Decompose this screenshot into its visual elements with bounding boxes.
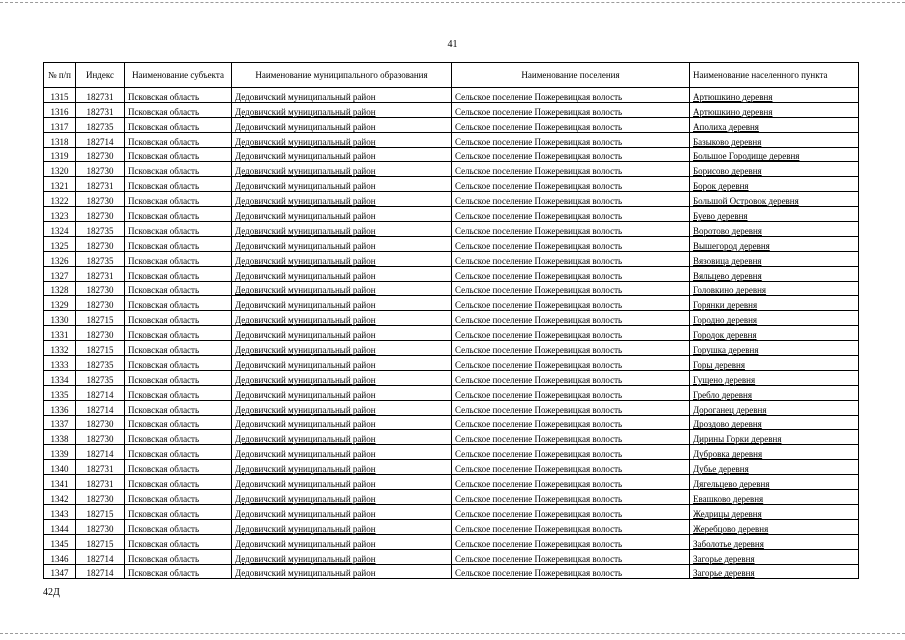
cell-settlement: Сельское поселение Пожеревицкая волость xyxy=(452,192,690,207)
table-row xyxy=(44,356,859,371)
footer-code: 42Д xyxy=(43,587,60,598)
cell-municipality: Дедовичский муниципальный район xyxy=(232,385,452,400)
cell-place: Дубье деревня xyxy=(690,460,859,475)
cell-place: Большое Городище деревня xyxy=(690,147,859,162)
header-index: Индекс xyxy=(76,63,125,88)
cell-municipality: Дедовичский муниципальный район xyxy=(232,504,452,519)
cell-place: Загорье деревня xyxy=(690,549,859,564)
cell-municipality: Дедовичский муниципальный район xyxy=(232,341,452,356)
cell-num: 1335 xyxy=(44,385,76,400)
cell-place: Большой Островок деревня xyxy=(690,192,859,207)
cell-place: Загорье деревня xyxy=(690,564,859,579)
table-row xyxy=(44,177,859,192)
cell-num: 1324 xyxy=(44,222,76,237)
cell-subject: Псковская область xyxy=(125,415,232,430)
cell-place: Базыково деревня xyxy=(690,132,859,147)
table-row xyxy=(44,504,859,519)
cell-place: Заболотье деревня xyxy=(690,534,859,549)
cell-num: 1342 xyxy=(44,490,76,505)
cell-subject: Псковская область xyxy=(125,549,232,564)
cell-index: 182730 xyxy=(76,519,125,534)
cell-settlement: Сельское поселение Пожеревицкая волость xyxy=(452,177,690,192)
cell-municipality: Дедовичский муниципальный район xyxy=(232,370,452,385)
cell-subject: Псковская область xyxy=(125,311,232,326)
table-row xyxy=(44,460,859,475)
table-row xyxy=(44,326,859,341)
cell-municipality: Дедовичский муниципальный район xyxy=(232,132,452,147)
cell-subject: Псковская область xyxy=(125,370,232,385)
table-row xyxy=(44,534,859,549)
cell-subject: Псковская область xyxy=(125,222,232,237)
cell-num: 1326 xyxy=(44,251,76,266)
scan-edge-top xyxy=(0,2,905,3)
cell-municipality: Дедовичский муниципальный район xyxy=(232,222,452,237)
cell-municipality: Дедовичский муниципальный район xyxy=(232,207,452,222)
cell-index: 182714 xyxy=(76,564,125,579)
cell-subject: Псковская область xyxy=(125,88,232,103)
cell-index: 182730 xyxy=(76,415,125,430)
cell-subject: Псковская область xyxy=(125,236,232,251)
cell-num: 1334 xyxy=(44,370,76,385)
cell-index: 182714 xyxy=(76,132,125,147)
cell-municipality: Дедовичский муниципальный район xyxy=(232,147,452,162)
cell-municipality: Дедовичский муниципальный район xyxy=(232,296,452,311)
cell-place: Артюшкино деревня xyxy=(690,88,859,103)
cell-num: 1340 xyxy=(44,460,76,475)
cell-municipality: Дедовичский муниципальный район xyxy=(232,564,452,579)
cell-num: 1323 xyxy=(44,207,76,222)
cell-subject: Псковская область xyxy=(125,504,232,519)
cell-subject: Псковская область xyxy=(125,177,232,192)
cell-subject: Псковская область xyxy=(125,445,232,460)
cell-index: 182715 xyxy=(76,534,125,549)
cell-municipality: Дедовичский муниципальный район xyxy=(232,117,452,132)
cell-subject: Псковская область xyxy=(125,385,232,400)
cell-num: 1341 xyxy=(44,475,76,490)
cell-place: Дубровка деревня xyxy=(690,445,859,460)
table-row xyxy=(44,385,859,400)
cell-num: 1332 xyxy=(44,341,76,356)
header-place: Наименование населенного пункта xyxy=(690,63,859,88)
cell-subject: Псковская область xyxy=(125,251,232,266)
table-row xyxy=(44,147,859,162)
cell-settlement: Сельское поселение Пожеревицкая волость xyxy=(452,147,690,162)
cell-num: 1346 xyxy=(44,549,76,564)
cell-municipality: Дедовичский муниципальный район xyxy=(232,162,452,177)
cell-num: 1316 xyxy=(44,102,76,117)
cell-index: 182731 xyxy=(76,177,125,192)
table-row xyxy=(44,88,859,103)
cell-index: 182730 xyxy=(76,147,125,162)
table-row xyxy=(44,370,859,385)
cell-place: Дороганец деревня xyxy=(690,400,859,415)
table-row xyxy=(44,415,859,430)
cell-subject: Псковская область xyxy=(125,356,232,371)
cell-index: 182735 xyxy=(76,370,125,385)
cell-index: 182730 xyxy=(76,326,125,341)
cell-index: 182730 xyxy=(76,430,125,445)
cell-num: 1325 xyxy=(44,236,76,251)
cell-settlement: Сельское поселение Пожеревицкая волость xyxy=(452,504,690,519)
header-num: № п/п xyxy=(44,63,76,88)
cell-num: 1330 xyxy=(44,311,76,326)
cell-settlement: Сельское поселение Пожеревицкая волость xyxy=(452,385,690,400)
cell-settlement: Сельское поселение Пожеревицкая волость xyxy=(452,266,690,281)
cell-municipality: Дедовичский муниципальный район xyxy=(232,177,452,192)
cell-municipality: Дедовичский муниципальный район xyxy=(232,415,452,430)
table-row xyxy=(44,266,859,281)
cell-municipality: Дедовичский муниципальный район xyxy=(232,356,452,371)
cell-place: Городок деревня xyxy=(690,326,859,341)
cell-subject: Псковская область xyxy=(125,519,232,534)
cell-municipality: Дедовичский муниципальный район xyxy=(232,549,452,564)
cell-subject: Псковская область xyxy=(125,460,232,475)
cell-settlement: Сельское поселение Пожеревицкая волость xyxy=(452,430,690,445)
table-row xyxy=(44,400,859,415)
table-row xyxy=(44,117,859,132)
cell-municipality: Дедовичский муниципальный район xyxy=(232,281,452,296)
cell-place: Дягельцево деревня xyxy=(690,475,859,490)
cell-num: 1333 xyxy=(44,356,76,371)
cell-place: Дирины Горки деревня xyxy=(690,430,859,445)
table-row xyxy=(44,445,859,460)
cell-place: Вязовица деревня xyxy=(690,251,859,266)
cell-settlement: Сельское поселение Пожеревицкая волость xyxy=(452,162,690,177)
cell-index: 182730 xyxy=(76,162,125,177)
cell-index: 182714 xyxy=(76,549,125,564)
cell-place: Аполиха деревня xyxy=(690,117,859,132)
cell-subject: Псковская область xyxy=(125,475,232,490)
cell-place: Головкино деревня xyxy=(690,281,859,296)
cell-subject: Псковская область xyxy=(125,132,232,147)
table-row xyxy=(44,192,859,207)
cell-municipality: Дедовичский муниципальный район xyxy=(232,88,452,103)
cell-index: 182735 xyxy=(76,251,125,266)
cell-settlement: Сельское поселение Пожеревицкая волость xyxy=(452,475,690,490)
cell-settlement: Сельское поселение Пожеревицкая волость xyxy=(452,400,690,415)
cell-num: 1321 xyxy=(44,177,76,192)
cell-num: 1317 xyxy=(44,117,76,132)
cell-index: 182715 xyxy=(76,504,125,519)
cell-place: Вяльцево деревня xyxy=(690,266,859,281)
cell-subject: Псковская область xyxy=(125,296,232,311)
header-municipality: Наименование муниципального образования xyxy=(232,63,452,88)
cell-subject: Псковская область xyxy=(125,534,232,549)
cell-place: Вышегород деревня xyxy=(690,236,859,251)
cell-place: Евашково деревня xyxy=(690,490,859,505)
cell-num: 1331 xyxy=(44,326,76,341)
table-row xyxy=(44,549,859,564)
settlements-table xyxy=(43,62,859,579)
cell-settlement: Сельское поселение Пожеревицкая волость xyxy=(452,564,690,579)
cell-index: 182730 xyxy=(76,207,125,222)
cell-place: Артюшкино деревня xyxy=(690,102,859,117)
cell-municipality: Дедовичский муниципальный район xyxy=(232,534,452,549)
cell-num: 1339 xyxy=(44,445,76,460)
cell-settlement: Сельское поселение Пожеревицкая волость xyxy=(452,88,690,103)
cell-settlement: Сельское поселение Пожеревицкая волость xyxy=(452,415,690,430)
cell-settlement: Сельское поселение Пожеревицкая волость xyxy=(452,549,690,564)
cell-municipality: Дедовичский муниципальный район xyxy=(232,460,452,475)
cell-place: Горянки деревня xyxy=(690,296,859,311)
table-row xyxy=(44,222,859,237)
cell-index: 182730 xyxy=(76,192,125,207)
cell-num: 1319 xyxy=(44,147,76,162)
cell-index: 182714 xyxy=(76,385,125,400)
table-row xyxy=(44,311,859,326)
table-row xyxy=(44,102,859,117)
cell-num: 1344 xyxy=(44,519,76,534)
cell-subject: Псковская область xyxy=(125,326,232,341)
cell-subject: Псковская область xyxy=(125,147,232,162)
cell-subject: Псковская область xyxy=(125,207,232,222)
cell-index: 182731 xyxy=(76,266,125,281)
cell-num: 1338 xyxy=(44,430,76,445)
cell-settlement: Сельское поселение Пожеревицкая волость xyxy=(452,296,690,311)
cell-index: 182731 xyxy=(76,475,125,490)
cell-index: 182730 xyxy=(76,296,125,311)
cell-place: Гребло деревня xyxy=(690,385,859,400)
cell-place: Воротово деревня xyxy=(690,222,859,237)
cell-place: Горушка деревня xyxy=(690,341,859,356)
cell-settlement: Сельское поселение Пожеревицкая волость xyxy=(452,445,690,460)
cell-place: Борисово деревня xyxy=(690,162,859,177)
cell-municipality: Дедовичский муниципальный район xyxy=(232,326,452,341)
table-row xyxy=(44,281,859,296)
cell-settlement: Сельское поселение Пожеревицкая волость xyxy=(452,460,690,475)
cell-municipality: Дедовичский муниципальный район xyxy=(232,192,452,207)
cell-subject: Псковская область xyxy=(125,490,232,505)
cell-index: 182735 xyxy=(76,117,125,132)
cell-num: 1327 xyxy=(44,266,76,281)
cell-subject: Псковская область xyxy=(125,192,232,207)
cell-municipality: Дедовичский муниципальный район xyxy=(232,490,452,505)
table-row xyxy=(44,162,859,177)
cell-municipality: Дедовичский муниципальный район xyxy=(232,236,452,251)
cell-subject: Псковская область xyxy=(125,266,232,281)
page-number: 41 xyxy=(447,39,458,50)
cell-index: 182730 xyxy=(76,281,125,296)
cell-place: Гущено деревня xyxy=(690,370,859,385)
cell-settlement: Сельское поселение Пожеревицкая волость xyxy=(452,341,690,356)
cell-num: 1328 xyxy=(44,281,76,296)
cell-settlement: Сельское поселение Пожеревицкая волость xyxy=(452,356,690,371)
table-row xyxy=(44,519,859,534)
cell-index: 182715 xyxy=(76,341,125,356)
cell-place: Борок деревня xyxy=(690,177,859,192)
cell-settlement: Сельское поселение Пожеревицкая волость xyxy=(452,117,690,132)
cell-place: Городно деревня xyxy=(690,311,859,326)
cell-num: 1320 xyxy=(44,162,76,177)
cell-settlement: Сельское поселение Пожеревицкая волость xyxy=(452,519,690,534)
cell-settlement: Сельское поселение Пожеревицкая волость xyxy=(452,207,690,222)
cell-index: 182730 xyxy=(76,490,125,505)
cell-index: 182731 xyxy=(76,88,125,103)
cell-subject: Псковская область xyxy=(125,162,232,177)
cell-municipality: Дедовичский муниципальный район xyxy=(232,311,452,326)
table-row xyxy=(44,430,859,445)
cell-municipality: Дедовичский муниципальный район xyxy=(232,102,452,117)
cell-place: Горы деревня xyxy=(690,356,859,371)
cell-municipality: Дедовичский муниципальный район xyxy=(232,475,452,490)
cell-settlement: Сельское поселение Пожеревицкая волость xyxy=(452,222,690,237)
cell-municipality: Дедовичский муниципальный район xyxy=(232,519,452,534)
table-row xyxy=(44,132,859,147)
cell-index: 182715 xyxy=(76,311,125,326)
table-row xyxy=(44,207,859,222)
cell-subject: Псковская область xyxy=(125,102,232,117)
cell-municipality: Дедовичский муниципальный район xyxy=(232,430,452,445)
cell-num: 1336 xyxy=(44,400,76,415)
cell-settlement: Сельское поселение Пожеревицкая волость xyxy=(452,281,690,296)
table-row xyxy=(44,341,859,356)
scan-edge-bottom xyxy=(0,633,905,634)
cell-index: 182730 xyxy=(76,236,125,251)
cell-settlement: Сельское поселение Пожеревицкая волость xyxy=(452,311,690,326)
header-subject: Наименование субъекта xyxy=(125,63,232,88)
cell-settlement: Сельское поселение Пожеревицкая волость xyxy=(452,326,690,341)
cell-place: Жеребцово деревня xyxy=(690,519,859,534)
cell-num: 1347 xyxy=(44,564,76,579)
cell-settlement: Сельское поселение Пожеревицкая волость xyxy=(452,236,690,251)
cell-subject: Псковская область xyxy=(125,341,232,356)
table-row xyxy=(44,251,859,266)
header-settlement: Наименование поселения xyxy=(452,63,690,88)
cell-settlement: Сельское поселение Пожеревицкая волость xyxy=(452,490,690,505)
cell-index: 182735 xyxy=(76,356,125,371)
cell-municipality: Дедовичский муниципальный район xyxy=(232,445,452,460)
table-row xyxy=(44,296,859,311)
cell-settlement: Сельское поселение Пожеревицкая волость xyxy=(452,132,690,147)
table-row xyxy=(44,490,859,505)
cell-municipality: Дедовичский муниципальный район xyxy=(232,266,452,281)
cell-index: 182735 xyxy=(76,222,125,237)
cell-num: 1345 xyxy=(44,534,76,549)
cell-num: 1315 xyxy=(44,88,76,103)
cell-municipality: Дедовичский муниципальный район xyxy=(232,400,452,415)
cell-subject: Псковская область xyxy=(125,564,232,579)
table-row xyxy=(44,564,859,579)
cell-subject: Псковская область xyxy=(125,117,232,132)
cell-num: 1337 xyxy=(44,415,76,430)
cell-place: Дроздово деревня xyxy=(690,415,859,430)
cell-subject: Псковская область xyxy=(125,430,232,445)
table-row xyxy=(44,236,859,251)
cell-settlement: Сельское поселение Пожеревицкая волость xyxy=(452,534,690,549)
table-row xyxy=(44,475,859,490)
cell-settlement: Сельское поселение Пожеревицкая волость xyxy=(452,370,690,385)
cell-index: 182714 xyxy=(76,445,125,460)
cell-settlement: Сельское поселение Пожеревицкая волость xyxy=(452,102,690,117)
cell-num: 1329 xyxy=(44,296,76,311)
cell-num: 1318 xyxy=(44,132,76,147)
table-body xyxy=(44,88,859,579)
cell-subject: Псковская область xyxy=(125,400,232,415)
table-header-row xyxy=(44,63,859,88)
cell-index: 182714 xyxy=(76,400,125,415)
cell-index: 182731 xyxy=(76,460,125,475)
cell-index: 182731 xyxy=(76,102,125,117)
cell-place: Буево деревня xyxy=(690,207,859,222)
cell-subject: Псковская область xyxy=(125,281,232,296)
cell-num: 1343 xyxy=(44,504,76,519)
cell-municipality: Дедовичский муниципальный район xyxy=(232,251,452,266)
cell-settlement: Сельское поселение Пожеревицкая волость xyxy=(452,251,690,266)
cell-num: 1322 xyxy=(44,192,76,207)
cell-place: Жедрицы деревня xyxy=(690,504,859,519)
